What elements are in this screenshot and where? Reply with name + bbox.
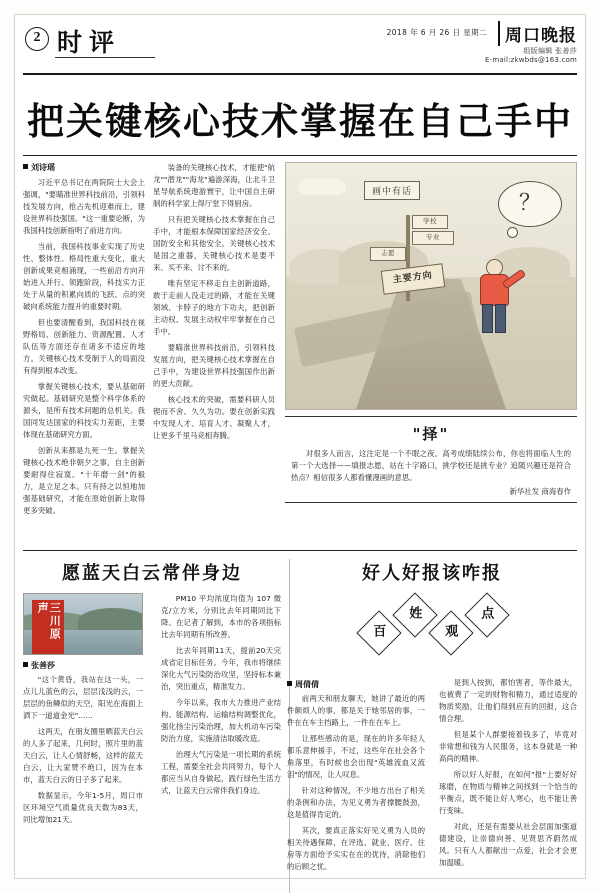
article-blue-sky [23,559,281,830]
masthead-right [387,21,577,64]
article-good-deed [287,559,577,877]
editorial-cartoon [285,162,577,410]
paragraph: 数据显示，今年1-5月，周口市区环境空气质量优良天数为83天，同比增加21天。 [23,790,143,824]
good-deed-column-1 [287,677,425,877]
paragraph: "这个黄昏，我站在这一头，一点儿儿蓝色的云，层层浅浅的云，一层层的鱼鳞似的天空，阳光在海面上洒下一道道金光"…… [23,675,143,720]
caption-credit: 新华社发 商海春作 [509,486,571,496]
good-deed-headline: 好人好报该咋报 [362,563,502,584]
paragraph: 要瞄准世界科技前沿，引领科技发展方向，把关键核心技术掌握在自己手中，为建设世界科技强国作出新的更大贡献。 [153,342,275,388]
headline-rule [23,155,577,156]
logo-char: 观 [445,624,459,640]
sign-school: 学校 [412,215,448,229]
issue-date: 2018 年 6 月 26 日 星期二 [386,28,487,37]
good-deed-columns [287,677,577,877]
figure-body [480,274,509,306]
paragraph: 针对这种情况，不少地方出台了相关的条例和办法，为见义勇为者撑腰鼓劲，这是值得肯定的。 [287,785,425,819]
caption-title: "择" [412,425,450,443]
sign-main-direction: 主要方向 [381,263,445,294]
paragraph: 治理大气污染是一项长期的系统工程，需要全社会共同努力，每个人都应当从自身做起，践行绿色生活方式，让蓝天白云常伴我们身边。 [161,749,281,795]
main-column-3 [285,162,577,542]
paragraph: 只有把关键核心技术掌握在自己手中，才能根本保障国家经济安全、国防安全和其他安全。关键核心技术是国之重器，关键核心技术是要不来、买不来、讨不来的。 [153,214,275,272]
blue-sky-headline: 愿蓝天白云常伴身边 [62,563,242,584]
blue-sky-column-1 [23,593,143,830]
paragraph: 装备的关键核心技术，才能使"航龙""潜龙""海龙"遍游深海，让北斗卫星导航系统遨游寰宇，让中国自主研制的科学家上得厅堂下得厨房。 [153,163,275,208]
paragraph: 比去年同期11天，提前20天完成省定目标任务。今年，我市将继续深化大气污染防治攻坚，坚持标本兼治，突出重点，精准发力。 [161,645,281,691]
editor-line: 组版编辑 张善莎 [523,47,577,55]
paragraph: 但也要清醒看到，我国科技在视野格局、创新能力、资源配置、人才队伍等方面还存在诸多不适应的地方。关键核心技术受制于人的局面没有得到根本改变。 [23,317,145,375]
paper-logo: 周口晚报 [498,21,577,46]
paragraph: 当前，我国科技事业实现了历史性、整体性、格局性重大变化，重大创新成果竞相涌现，一些前沿方向开始进入并行、领跑阶段，科技实力正处于从量的积累向质的飞跃、点的突破向系统能力提升的重要时期。 [23,241,145,311]
masthead [23,21,577,75]
cloud-icon [298,179,346,195]
news-photo [23,593,143,655]
column-logo [357,593,507,671]
paragraph: 对此，还是有需要从社会层面加强道德建设，让崇德向善、见贤思齐蔚然成风。只有人人都献出一点爱，社会才会更加温暖。 [439,821,577,867]
paragraph: 让那些感动的是，现在的许多年轻人都乐意伸援手，不过，这些年在社会各个角落里，有时候也会出现"英雄流血又流泪"的情况，让人叹息。 [287,733,425,779]
thought-bubble-icon: ？ [498,181,562,227]
paragraph: 这两天，在朋友圈里晒蓝天白云的人多了起来，几何时，照片里的蓝天白云，让人心情舒畅，这样的蓝天白云，让大家赞不绝口，因为在本市，蓝天白云的日子多了起来。 [23,726,143,784]
logo-char: 姓 [409,606,423,622]
paragraph: 所以好人好报，在如何"报"上要好好琢磨，在物质与精神之间找到一个恰当的平衡点，既不能让好人寒心，也不能让善行变味。 [439,769,577,815]
paragraph: 其次，要真正落实好见义勇为人员的相关待遇保障，在评选、就业、医疗、住房等方面给予实实在在的优待，消除他们的后顾之忧。 [287,825,425,871]
main-headline: 把关键核心技术掌握在自己手中 [27,99,573,143]
page-number: 2 [25,27,49,51]
caption-text: 对很多人而言，这注定是一个不眠之夜。高考成绩陆续公布，你也将面临人生的第一个大选择——填报志愿，站在十字路口，挑学校还是挑专业？追随兴趣还是符合热点？相信很多人都看懂漫画的意思。 [291,449,571,482]
column-stamp: 三川原声 [32,600,64,654]
paragraph: 前两天和朋友聊天，她讲了最近的两件颇烦人的事，都是关于她邻居的事，一件在在车主挡路上，一件在在车上。 [287,694,425,727]
cartoon-figure [472,259,518,333]
section-title: 时评 [57,28,122,57]
main-byline: 刘诗瑶 [23,162,145,173]
paragraph: 但是某个人群要接着钱多了，毕竟对非常想和钱为人民服务，这本身就是一种高尚的精神。 [439,729,577,763]
cartoon-label: 画中有话 [364,181,420,200]
paragraph: 今年以来，我市大力推进产业结构、能源结构、运输结构调整优化，强化扬尘污染治理，加大机动车污染防治力度，实施清洁取暖改造。 [161,697,281,743]
paragraph: 核心技术的突破，需要科研人员锲而不舍、久久为功。要在创新实践中发现人才、培育人才、凝聚人才，让更多千里马竞相奔腾。 [153,394,275,440]
blue-sky-column-2 [161,593,281,801]
sign-application: 志愿 [370,247,406,261]
lower-section [23,559,577,893]
paragraph: 唯有坚定不移走自主创新道路，敢于走前人没走过的路，才能在关键领域、卡脖子的地方下功夫，把创新主动权、发展主动权牢牢掌握在自己手中。 [153,278,275,336]
email-line: E-mail:zkwbds@163.com [484,56,577,64]
figure-leg [495,304,506,333]
cartoon-caption-box [285,416,577,503]
section-title-rule [55,57,155,58]
paragraph: 习近平总书记在两院院士大会上强调，"要瞄准世界科技前沿，引领科技发展方向，抢占先机迎难而上，建设世界科技强国。"这一重要论断，为我国科技创新指明了前进方向。 [23,178,145,235]
paragraph: PM10 平均浓度均值为 107 微克/立方米，分别比去年同期同比下降。在记者了解到，本市的各项指标比去年同期有所改善。 [161,594,281,639]
paragraph: 是到人按到，都怕害者，等作最大，也被费了一定的财物和精力，通过适度的物质奖励，让他们得到应有的回报，这合情合理。 [439,678,577,723]
page-content [14,14,586,879]
good-deed-byline: 周倩倩 [287,679,425,690]
main-article-body [23,162,577,542]
paragraph: 创新从来都是九死一生。掌握关键核心技术绝非朝夕之事，自主创新要耐得住寂寞。"十年磨一剑"的毅力，是立足之本。只有持之以恒地加强基础研究，才能在原始创新上取得更多突破。 [23,445,145,515]
sign-major: 专业 [412,231,454,245]
good-deed-column-2 [439,677,577,873]
logo-char: 百 [373,624,387,640]
main-column-1 [23,162,145,542]
main-column-2 [153,162,275,542]
blue-sky-byline: 张善莎 [23,660,143,671]
logo-char: 点 [481,606,495,622]
figure-leg [482,304,493,333]
section-divider [23,550,577,551]
paragraph: 掌握关键核心技术，要从基础研究做起。基础研究是整个科学体系的源头，是所有技术问题的总机关。我国同发达国家的科技实力差距，主要体现在基础研究方面。 [23,381,145,439]
